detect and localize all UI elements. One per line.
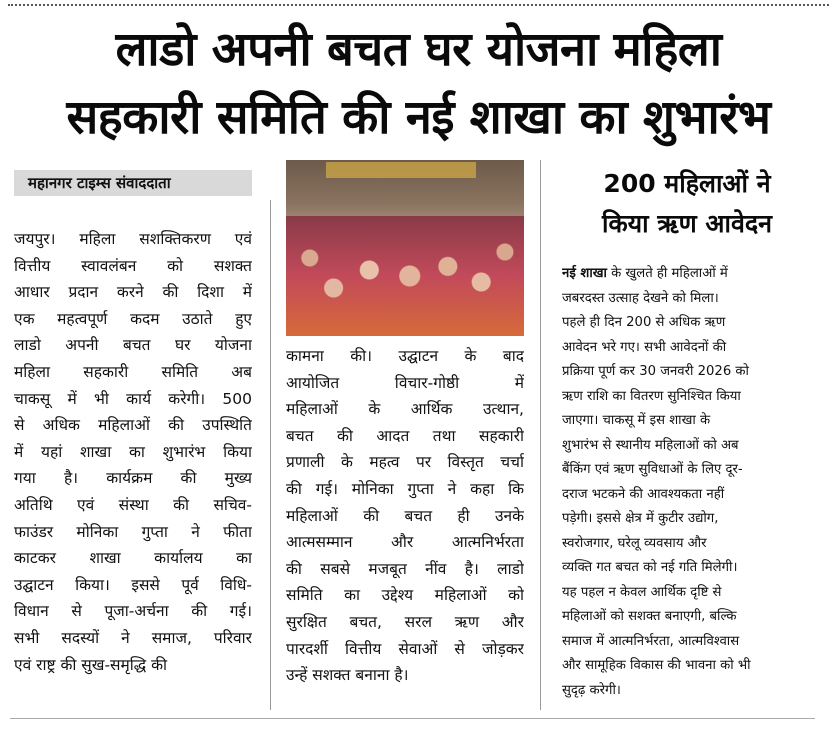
byline: महानगर टाइम्स संवाददाता (14, 170, 252, 196)
column-divider (270, 200, 271, 710)
lead-text: नई शाखा (562, 266, 607, 281)
lead-rest: के खुलते ही महिलाओं में (606, 266, 728, 281)
text-line: स्वरोजगार, घरेलू व्यवसाय और (562, 535, 707, 551)
subheadline-line-2: किया ऋण आवेदन (601, 209, 773, 238)
text-line: उन्हें सशक्त बनाना है। (286, 666, 409, 685)
sidebar-article (562, 262, 824, 703)
text-line: ऋण राशि का वितरण सुनिश्चित किया (562, 388, 741, 404)
text-line: आधार प्रदान करने की दिशा में (14, 283, 252, 302)
text-line: सभी सदस्यों ने समाज, परिवार (14, 628, 252, 647)
text-line: उद्घाटन किया। इससे पूर्व विधि- (14, 575, 252, 594)
top-dotted-border (8, 4, 829, 6)
text-line: महिलाओं की बचत ही उनके (286, 506, 524, 525)
text-line: प्रक्रिया पूर्ण कर 30 जनवरी 2026 को (562, 364, 749, 379)
text-line: व्यक्ति गत बचत को नई गति मिलेगी। (562, 560, 738, 575)
text-line: की सबसे मजबूत नींव है। लाडो (286, 559, 524, 578)
text-line: जयपुर। महिला सशक्तिकरण एवं (14, 230, 252, 248)
text-line: कामना की। उद्घाटन के बाद (286, 347, 524, 365)
text-line: दराज भटकने की आवश्यकता नहीं (562, 486, 725, 502)
text-line (562, 262, 824, 287)
photo-banner (326, 162, 476, 178)
column-divider-2 (540, 160, 541, 710)
text-line: फाउंडर मोनिका गुप्ता ने फीता (14, 522, 252, 541)
text-line: और सामूहिक विकास की भावना को भी (562, 658, 751, 673)
text-line: एक महत्वपूर्ण कदम उठाते हुए (14, 309, 252, 328)
text-line: समाज में आत्मनिर्भरता, आत्मविश्वास (562, 633, 740, 649)
text-line: में यहां शाखा का शुभारंभ किया (14, 442, 252, 461)
article-column-1 (14, 226, 252, 678)
text-line: समिति का उद्देश्य महिलाओं को (286, 586, 524, 605)
text-line: सुरक्षित बचत, सरल ऋण और (286, 612, 524, 631)
bottom-rule (10, 718, 815, 719)
text-line: पारदर्शी वित्तीय सेवाओं से जोड़कर (286, 639, 524, 658)
text-line: आवेदन भरे गए। सभी आवेदनों की (562, 339, 727, 355)
text-line: चाकसू में भी कार्य करेगी। 500 (14, 389, 252, 408)
text-line: अतिथि एवं संस्था की सचिव- (14, 495, 252, 514)
text-line: सुदृढ़ करेगी। (562, 682, 621, 698)
text-line: आत्मसम्मान और आत्मनिर्भरता (286, 533, 524, 552)
text-line: पहले ही दिन 200 से अधिक ऋण (562, 315, 726, 330)
text-line: आयोजित विचार-गोष्ठी में (286, 373, 524, 392)
text-line: जबरदस्त उत्साह देखने को मिला। (562, 290, 719, 306)
text-line: महिलाओं के आर्थिक उत्थान, (286, 400, 524, 419)
text-line: पड़ेगी। इससे क्षेत्र में कुटीर उद्योग, (562, 511, 719, 526)
text-line: वित्तीय स्वावलंबन को सशक्त (14, 256, 252, 275)
text-line: शुभारंभ से स्थानीय महिलाओं को अब (562, 437, 739, 453)
text-line: विधान से पूजा-अर्चना की गई। (14, 602, 252, 621)
text-line: महिला सहकारी समिति अब (14, 362, 252, 381)
text-line: यह पहल न केवल आर्थिक दृष्टि से (562, 584, 722, 600)
text-line: जाएगा। चाकसू में इस शाखा के (562, 413, 711, 428)
group-photo-icon (286, 216, 524, 336)
article-column-2 (286, 343, 524, 689)
text-line: काटकर शाखा कार्यालय का (14, 549, 252, 568)
text-line: से अधिक महिलाओं की उपस्थिति (14, 416, 252, 435)
text-line: एवं राष्ट्र की सुख-समृद्धि की (14, 655, 168, 674)
text-line: लाडो अपनी बचत घर योजना (14, 336, 252, 355)
subheadline-line-1: 200 महिलाओं ने (603, 169, 771, 198)
headline-line-1: लाडो अपनी बचत घर योजना महिला (115, 22, 722, 77)
text-line: प्रणाली के महत्व पर विस्तृत चर्चा (286, 453, 524, 472)
text-line: महिलाओं को सशक्त बनाएगी, बल्कि (562, 609, 737, 624)
text-line: बचत की आदत तथा सहकारी (286, 426, 524, 445)
text-line: गया है। कार्यक्रम की मुख्य (14, 469, 252, 488)
event-photo (286, 160, 524, 336)
text-line: की गई। मोनिका गुप्ता ने कहा कि (286, 479, 524, 498)
headline-line-2: सहकारी समिति की नई शाखा का शुभारंभ (66, 90, 771, 145)
text-line: बैंकिंग एवं ऋण सुविधाओं के लिए दूर- (562, 462, 743, 477)
